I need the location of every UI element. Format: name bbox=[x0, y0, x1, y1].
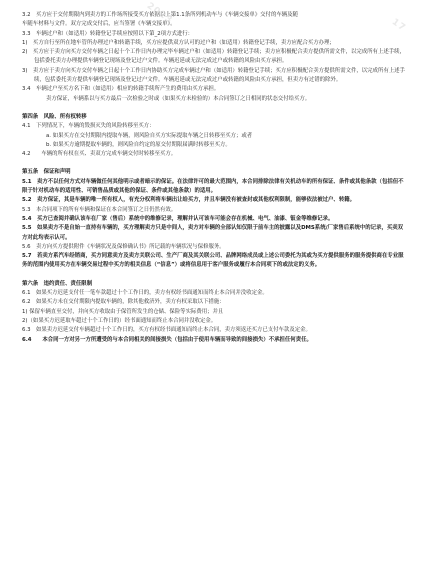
contract-clause: 6.4 本合同一方对另一方所遭受的与本合同相关的间接损失（包括由于使用车辆而导致的间接损失）不承担任何责任。 bbox=[22, 336, 312, 343]
contract-clause: 6.2 如果买方未在交付期限内提取车辆的，除其他救济外，卖方有权采取以下措施： bbox=[22, 299, 225, 306]
contract-clause: 5.6 卖方向买方提供附件《车辆状况及保修确认书》所记载的车辆状况与保修服务。 bbox=[22, 243, 225, 250]
contract-clause: 5.3 本合同项下的所有车辆和保证在本合同签订之日仍然有效。 bbox=[22, 206, 177, 213]
contract-clause: a. 如果买方在交付期限内提取车辆，则风险自买方实际提取车辆之日转移至买方；或者 bbox=[46, 132, 253, 139]
contract-clause: 3.2 买方应于交付期限内到卖方的工作场所接受买方依据以上第1.1条所列机动车与《车辆交接单》交付的车辆及随 bbox=[22, 12, 298, 18]
section-heading: 第六条 违约责任、责任限制 bbox=[22, 280, 93, 287]
contract-clause: 5.4 买方已查阅并确认该车在厂家（售后）系统中的维修记录，理解并认可该车可能会存在机械、电气、油漆、钣金等维修记录。 bbox=[22, 215, 334, 222]
contract-clause: 1) 买方自行至所在地车管所办理过户和转籍手续，买方应提供双方认可的过户和（如适用）转籍登记手续，卖方应配合买方办理； bbox=[22, 39, 335, 46]
contract-clause: 5.1 卖方不以任何方式对车辆做任何其他明示或者暗示的保证。在法律许可的最大范围内，本合同排除法律有关机动车的所有保证、条件或其他条款（包括但不限于针对机动车的适用性、可销售品质或其他的保证、条件或其他条款）的适用。 bbox=[22, 178, 404, 195]
contract-body bbox=[22, 11, 408, 345]
contract-clause: 卖方保证，车辆系以与买方最后一次检验之时或（如果买方未检验的）本合同签订之日相同的状态交付给买方。 bbox=[46, 95, 311, 102]
contract-clause: b. 如果买方逾期提取车辆的，则风险自约定的原交付期限届满时转移至买方。 bbox=[46, 141, 231, 148]
contract-clause: 2)（如果买方迟延取车超过十个工作日的）经书面通知而终止本合同并没收定金。 bbox=[22, 317, 217, 324]
contract-clause: 5.2 卖方保证，其是车辆的唯一所有权人，有充分权利将车辆出让给买方，并且车辆没有被查封或其他权利限制，能够依法被过户、转籍。 bbox=[22, 197, 355, 204]
contract-clause: 3) 卖方应于卖方向买方交付车辆之日起十个工作日内协助买方完成车辆过户和（如适用）转籍登记手续；买方应积极配合卖方提供所需文件，以完成所有上述手续，包括委托卖方提供车辆登记现场及登记过户文件。车辆迟延或无法完成过户或转籍的风险由买方承担，但卖方有过错的除外。 bbox=[22, 67, 405, 84]
section-heading: 第四条 风险、所有权转移 bbox=[22, 113, 87, 120]
contract-clause: 4.1 下列情况下，车辆的毁损灭失的风险转移至买方： bbox=[22, 123, 155, 130]
contract-clause: 5.7 若卖方系汽车经销商，买方同意卖方及卖方关联公司、生产厂商及其关联公司、品牌网络成员或上述公司委托为其或为买方提供服务的服务提供商在专业服务的范围内使用买方在车辆交易过程中买方的相关信息（“信息”）或将信息用于客户服务或履行本合同项下的或法定的义务。 bbox=[22, 253, 404, 269]
watermark-text: 17 bbox=[389, 17, 408, 34]
contract-clause: 3.3 车辆过户和（如适用）转籍登记手续应按照以下第_2项方式进行： bbox=[22, 30, 194, 37]
watermark-text: 2023 bbox=[144, 1, 175, 27]
contract-clause: 5.5 如果卖方不是自始一直持有车辆的，买方理解卖方只是中间人，卖方对车辆的全部认知仅限于前车主的披露以及DMS系统/厂家售后系统中的记录，买卖双方对此均表示认可。 bbox=[22, 225, 404, 241]
contract-clause: 1) 保留车辆直至交付，并向买方收取由于保管所发生的仓储、保险等实际费用；并且 bbox=[22, 308, 224, 315]
contract-clause: 车随车材料与文件。双方完成交付后，应当签署《车辆交接单》。 bbox=[22, 21, 176, 28]
contract-clause: 6.3 如果卖方迟延交付车辆超过十个工作日的，买方有权经书面通知而终止本合同，卖方须返还买方已支付车款及定金。 bbox=[22, 327, 311, 334]
contract-clause: 6.1 如果买方迟延支付任一笔车款超过十个工作日的，卖方有权经书面通知而终止本合同并没收定金。 bbox=[22, 290, 268, 297]
contract-clause: 2) 买方应于卖方向买方交付车辆之日起十个工作日内办理完毕车辆过户和（如适用）转籍登记手续；卖方应积极配合卖方提供所需文件，以完成所有上述手续，包括委托卖方办理提供车辆登记现场及登记过户文件。车辆迟延或无法完成过户或转籍的风险由买方承担。 bbox=[22, 49, 405, 65]
contract-clause: 4.2 车辆的所有权在买、卖双方完成车辆交付时转移至买方。 bbox=[22, 151, 177, 158]
section-heading: 第五条 保证和声明 bbox=[22, 169, 71, 176]
contract-clause: 3.4 车辆过户至买方名下和（如适用）相应的转籍手续所产生的费用由买方承担。 bbox=[22, 86, 220, 93]
